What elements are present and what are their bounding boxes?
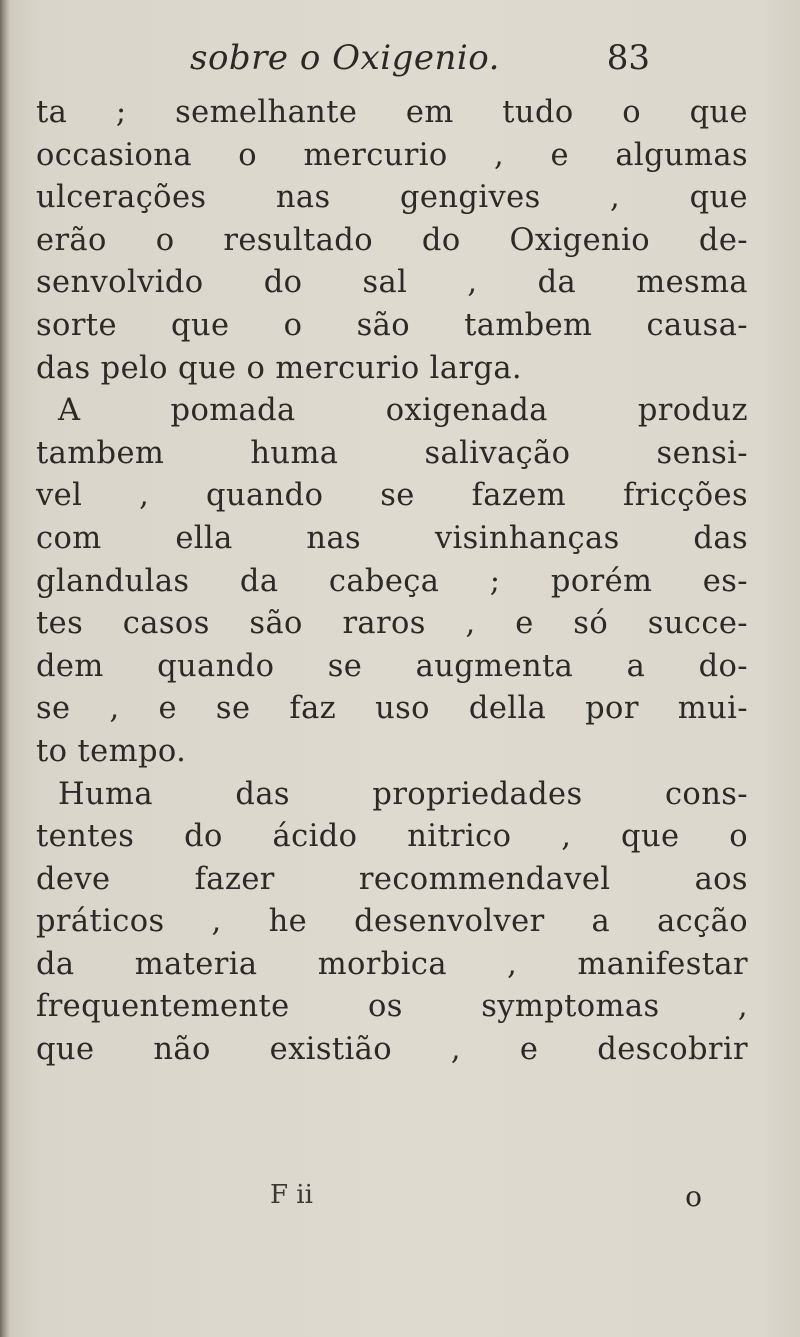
text-line: to tempo.: [36, 733, 187, 769]
page-number: 83: [606, 38, 650, 78]
text-line: deve fazer recommendavel aos: [36, 861, 748, 897]
text-line: occasiona o mercurio , e algumas: [36, 137, 748, 173]
text-line: vel , quando se fazem fricções: [36, 478, 748, 514]
text-line: tes casos são raros , e só succe-: [36, 606, 748, 642]
page-gutter-shadow: [0, 0, 10, 1337]
body-text: [36, 92, 766, 1072]
text-line: que não existião , e descobrir: [36, 1032, 748, 1068]
text-line: dem quando se augmenta a do-: [36, 648, 748, 684]
paragraph-start-line: Huma das propriedades cons-: [58, 776, 748, 812]
text-line: práticos , he desenvolver a acção: [36, 904, 748, 940]
text-line: ta ; semelhante em tudo o que: [36, 95, 748, 130]
text-line: tentes do ácido nitrico , que o: [36, 819, 748, 855]
text-line: das pelo que o mercurio larga.: [36, 350, 523, 386]
text-line: com ella nas visinhanças das: [36, 520, 748, 556]
page-header: [190, 38, 650, 90]
page-footer: [270, 1180, 702, 1220]
catchword: o: [685, 1180, 702, 1213]
text-line: sorte que o são tambem causa-: [36, 307, 748, 343]
text-line: ulcerações nas gengives , que: [36, 180, 748, 216]
text-line: glandulas da cabeça ; porém es-: [36, 563, 748, 599]
paragraph-start-line: A pomada oxigenada produz: [58, 393, 748, 429]
text-line: frequentemente os symptomas ,: [36, 989, 748, 1025]
text-line: se , e se faz uso della por mui-: [36, 691, 748, 727]
running-title: sobre o Oxigenio.: [190, 38, 500, 78]
text-line: tambem huma salivação sensi-: [36, 435, 748, 471]
signature-mark: F ii: [270, 1180, 313, 1210]
text-line: senvolvido do sal , da mesma: [36, 265, 748, 301]
text-line: erão o resultado do Oxigenio de-: [36, 222, 748, 258]
text-line: da materia morbica , manifestar: [36, 946, 748, 982]
